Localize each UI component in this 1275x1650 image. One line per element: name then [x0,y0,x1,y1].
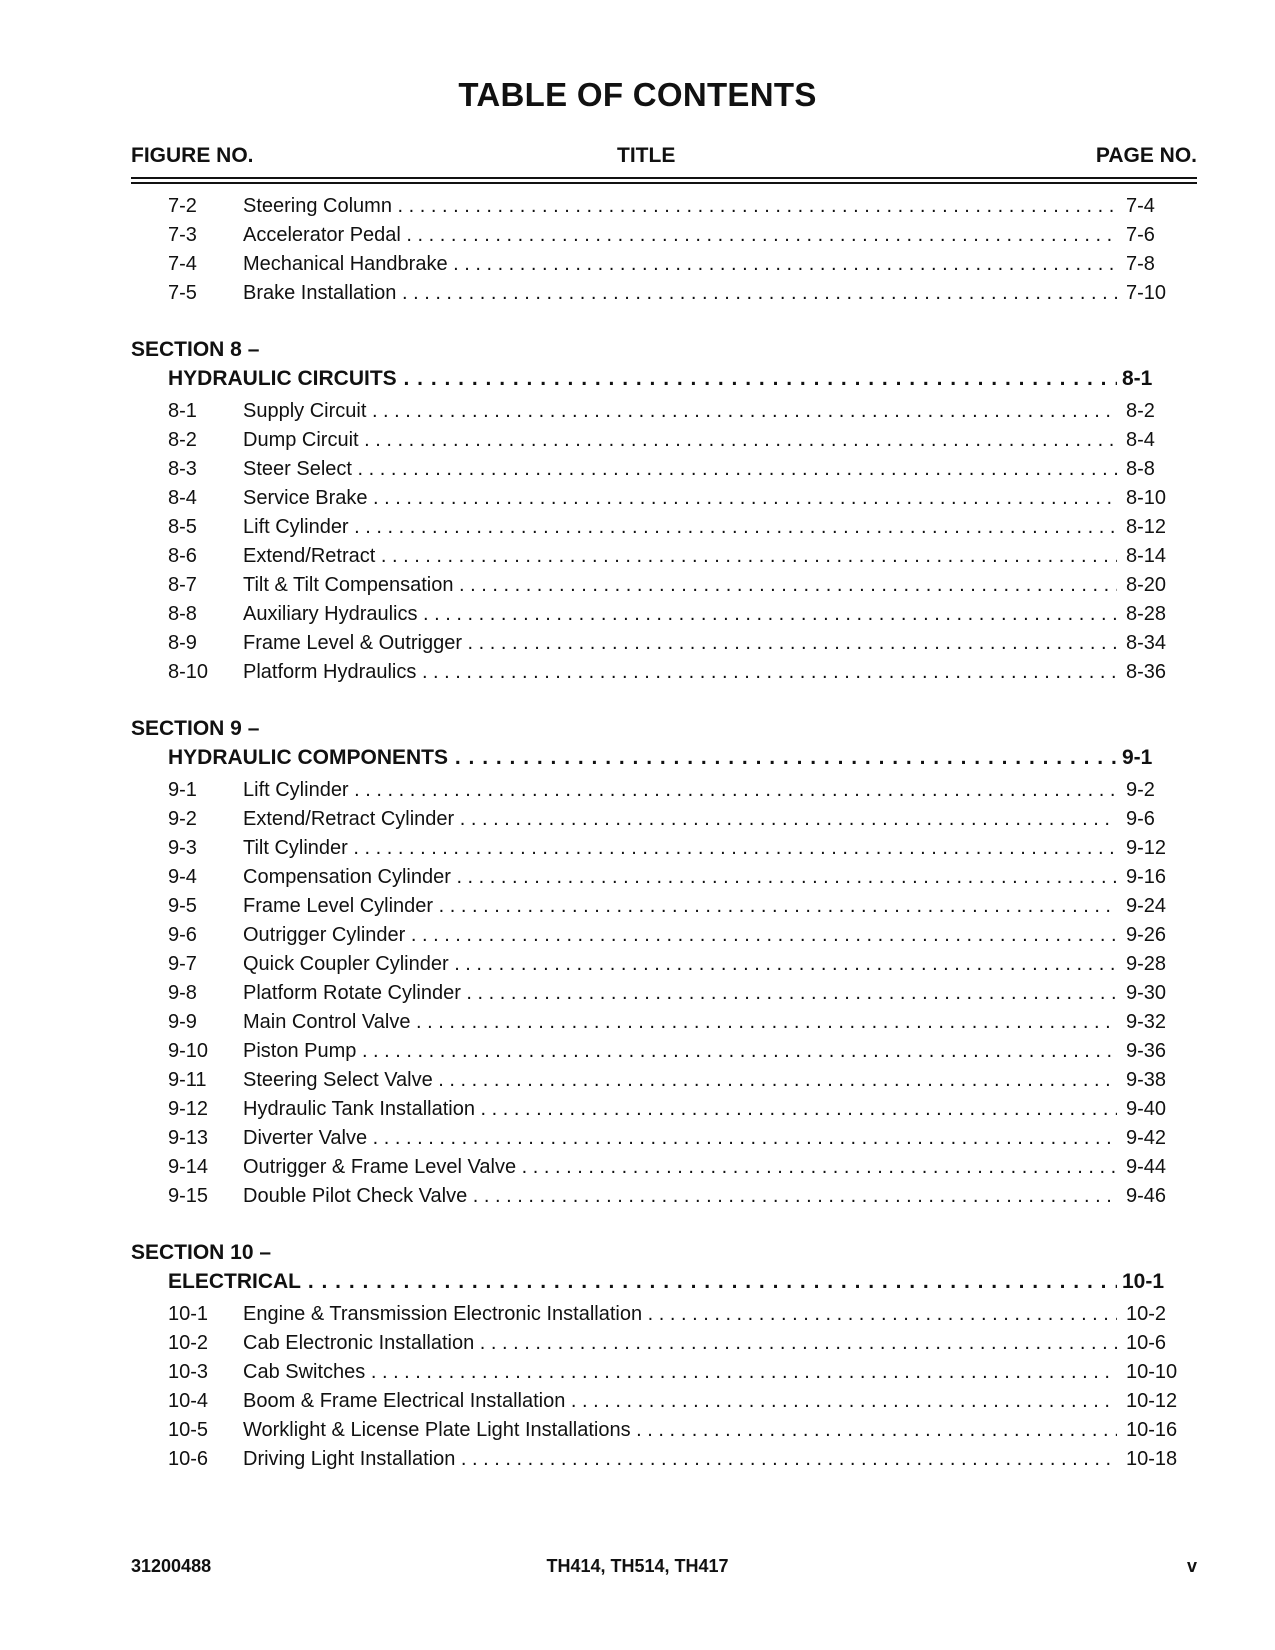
figure-title: Quick Coupler Cylinder . . . [243,950,1117,979]
page-number: 10-18 [1126,1448,1178,1470]
page-number: 8-14 [1126,545,1167,567]
figure-title: Extend/Retract Cylinder . . . [243,805,1117,834]
toc-entry [131,279,1197,308]
page-number: 8-20 [1126,574,1167,596]
page-number: 9-42 [1126,1127,1167,1149]
figure-number: 8-9 [168,632,197,654]
section-heading [131,364,1197,393]
page-number: 9-38 [1126,1069,1167,1091]
toc-entry [131,397,1197,426]
page-number: 9-36 [1126,1040,1167,1062]
toc-entry [131,658,1197,687]
figure-title: Mechanical Handbrake . . . [243,250,1117,279]
page-number: 8-28 [1126,603,1167,625]
figure-title: Platform Rotate Cylinder . . . [243,979,1117,1008]
page-number: 9-30 [1126,982,1167,1004]
page-number: 10-12 [1126,1390,1178,1412]
page-number: 8-12 [1126,516,1167,538]
figure-number: 9-1 [168,779,197,801]
figure-number: 9-5 [168,895,197,917]
section-title: HYDRAULIC COMPONENTS . . . [168,743,1117,772]
section-9 [131,715,1197,1211]
page-number: 7-8 [1126,253,1155,275]
figure-number: 8-4 [168,487,197,509]
figure-number: 9-12 [168,1098,209,1120]
page-number: 9-16 [1126,866,1167,888]
figure-title: Boom & Frame Electrical Installation . . . [243,1387,1117,1416]
figure-title: Steering Select Valve . . . [243,1066,1117,1095]
toc-entry [131,1095,1197,1124]
toc-entry [131,629,1197,658]
figure-title: Driving Light Installation . . . [243,1445,1117,1474]
toc-entry [131,892,1197,921]
page-title: TABLE OF CONTENTS [458,76,817,113]
figure-number: 7-4 [168,253,197,275]
page-number: 8-8 [1126,458,1155,480]
figure-number: 8-5 [168,516,197,538]
figure-number: 8-1 [168,400,197,422]
page-number: 9-6 [1126,808,1155,830]
figure-number: 9-6 [168,924,197,946]
page-number: 10-10 [1126,1361,1178,1383]
toc-entry [131,1387,1197,1416]
toc-entry [131,484,1197,513]
section-10 [131,1239,1197,1474]
figure-number: 10-6 [168,1448,209,1470]
toc-entry [131,805,1197,834]
figure-number: 10-2 [168,1332,209,1354]
figure-number: 9-9 [168,1011,197,1033]
figure-title: Dump Circuit . . . [243,426,1117,455]
toc-entry [131,571,1197,600]
figure-title: Lift Cylinder . . . [243,776,1117,805]
figure-number: 10-1 [168,1303,209,1325]
toc-entry [131,1445,1197,1474]
page-number: 9-40 [1126,1098,1167,1120]
toc-entry [131,950,1197,979]
figure-number: 8-8 [168,603,197,625]
figure-title: Worklight & License Plate Light Installations . . . [243,1416,1117,1445]
figure-number: 9-11 [168,1069,207,1091]
section-label: SECTION 8 – [131,338,260,361]
toc-entry [131,192,1197,221]
figure-title: Tilt & Tilt Compensation . . . [243,571,1117,600]
figure-title: Cab Electronic Installation . . . [243,1329,1117,1358]
page-number: 10-6 [1126,1332,1167,1354]
toc-body [131,192,1197,1474]
figure-number: 9-3 [168,837,197,859]
figure-title: Diverter Valve . . . [243,1124,1117,1153]
figure-number: 7-2 [168,195,197,217]
column-header-page: PAGE NO. [1095,144,1197,167]
column-header-title: TITLE [617,144,676,167]
figure-number: 8-2 [168,429,197,451]
figure-title: Engine & Transmission Electronic Installation . . . [243,1300,1117,1329]
section-heading [131,743,1197,772]
figure-number: 8-3 [168,458,197,480]
column-header-figure: FIGURE NO. [131,144,254,167]
toc-entry [131,600,1197,629]
figure-number: 8-6 [168,545,197,567]
toc-entry [131,1416,1197,1445]
figure-number: 9-10 [168,1040,209,1062]
figure-number: 9-8 [168,982,197,1004]
toc-entry [131,1300,1197,1329]
figure-number: 10-4 [168,1390,209,1412]
page-number: 7-10 [1126,282,1167,304]
page-number: 9-26 [1126,924,1167,946]
page-number: 9-28 [1126,953,1167,975]
page-number: 8-2 [1126,400,1155,422]
toc-entry [131,513,1197,542]
section-8 [131,336,1197,687]
document-number: 31200488 [131,1556,212,1576]
toc-entry [131,1329,1197,1358]
section-page: 9-1 [1122,746,1153,769]
page-number: 10-16 [1126,1419,1178,1441]
folio-page-number: v [1186,1556,1197,1576]
toc-entry [131,542,1197,571]
figure-title: Tilt Cylinder . . . [243,834,1117,863]
figure-title: Accelerator Pedal . . . [243,221,1117,250]
page-number: 7-4 [1126,195,1155,217]
page-number: 9-12 [1126,837,1167,859]
section-page: 8-1 [1122,367,1153,390]
page-number: 9-2 [1126,779,1155,801]
toc-entry [131,863,1197,892]
toc-entry [131,250,1197,279]
page-number: 8-4 [1126,429,1155,451]
figure-title: Lift Cylinder . . . [243,513,1117,542]
page-number: 8-36 [1126,661,1167,683]
page-number: 9-44 [1126,1156,1167,1178]
page-number: 10-2 [1126,1303,1167,1325]
section-page: 10-1 [1122,1270,1165,1293]
section-label: SECTION 10 – [131,1241,272,1264]
page-number: 7-6 [1126,224,1155,246]
figure-number: 9-15 [168,1185,209,1207]
section-label: SECTION 9 – [131,717,260,740]
toc-entry [131,776,1197,805]
figure-title: Hydraulic Tank Installation . . . [243,1095,1117,1124]
toc-entry [131,221,1197,250]
figure-number: 9-14 [168,1156,209,1178]
section-heading [131,1267,1197,1296]
section-title: ELECTRICAL . . . [168,1267,1117,1296]
figure-number: 7-3 [168,224,197,246]
page-number: 9-24 [1126,895,1167,917]
toc-entry [131,979,1197,1008]
toc-entry [131,1182,1197,1211]
figure-title: Compensation Cylinder . . . [243,863,1117,892]
header-divider [131,177,1197,179]
toc-entry [131,426,1197,455]
figure-number: 10-3 [168,1361,209,1383]
header-divider [131,182,1197,184]
figure-title: Cab Switches . . . [243,1358,1117,1387]
figure-title: Auxiliary Hydraulics . . . [243,600,1117,629]
page-number: 8-34 [1126,632,1167,654]
figure-number: 9-2 [168,808,197,830]
figure-title: Double Pilot Check Valve . . . [243,1182,1117,1211]
figure-number: 9-13 [168,1127,209,1149]
model-list: TH414, TH514, TH417 [546,1556,729,1576]
figure-title: Main Control Valve . . . [243,1008,1117,1037]
continued-entries [131,192,1197,308]
figure-title: Steering Column . . . [243,192,1117,221]
page-number: 9-46 [1126,1185,1167,1207]
toc-entry [131,1066,1197,1095]
figure-title: Platform Hydraulics . . . [243,658,1117,687]
toc-entry [131,1008,1197,1037]
figure-title: Frame Level Cylinder . . . [243,892,1117,921]
figure-title: Outrigger & Frame Level Valve . . . [243,1153,1117,1182]
figure-title: Supply Circuit . . . [243,397,1117,426]
figure-title: Steer Select . . . [243,455,1117,484]
page-number: 8-10 [1126,487,1167,509]
figure-number: 9-7 [168,953,197,975]
section-title: HYDRAULIC CIRCUITS . . . [168,364,1117,393]
figure-title: Frame Level & Outrigger . . . [243,629,1117,658]
toc-entry [131,1037,1197,1066]
toc-entry [131,1358,1197,1387]
figure-title: Extend/Retract . . . [243,542,1117,571]
page-number: 9-32 [1126,1011,1167,1033]
figure-number: 7-5 [168,282,197,304]
toc-entry [131,1153,1197,1182]
figure-title: Outrigger Cylinder . . . [243,921,1117,950]
toc-entry [131,455,1197,484]
figure-number: 8-7 [168,574,197,596]
toc-entry [131,834,1197,863]
toc-entry [131,921,1197,950]
figure-number: 10-5 [168,1419,209,1441]
figure-title: Service Brake . . . [243,484,1117,513]
figure-title: Brake Installation . . . [243,279,1117,308]
toc-entry [131,1124,1197,1153]
figure-number: 9-4 [168,866,197,888]
figure-title: Piston Pump . . . [243,1037,1117,1066]
figure-number: 8-10 [168,661,209,683]
